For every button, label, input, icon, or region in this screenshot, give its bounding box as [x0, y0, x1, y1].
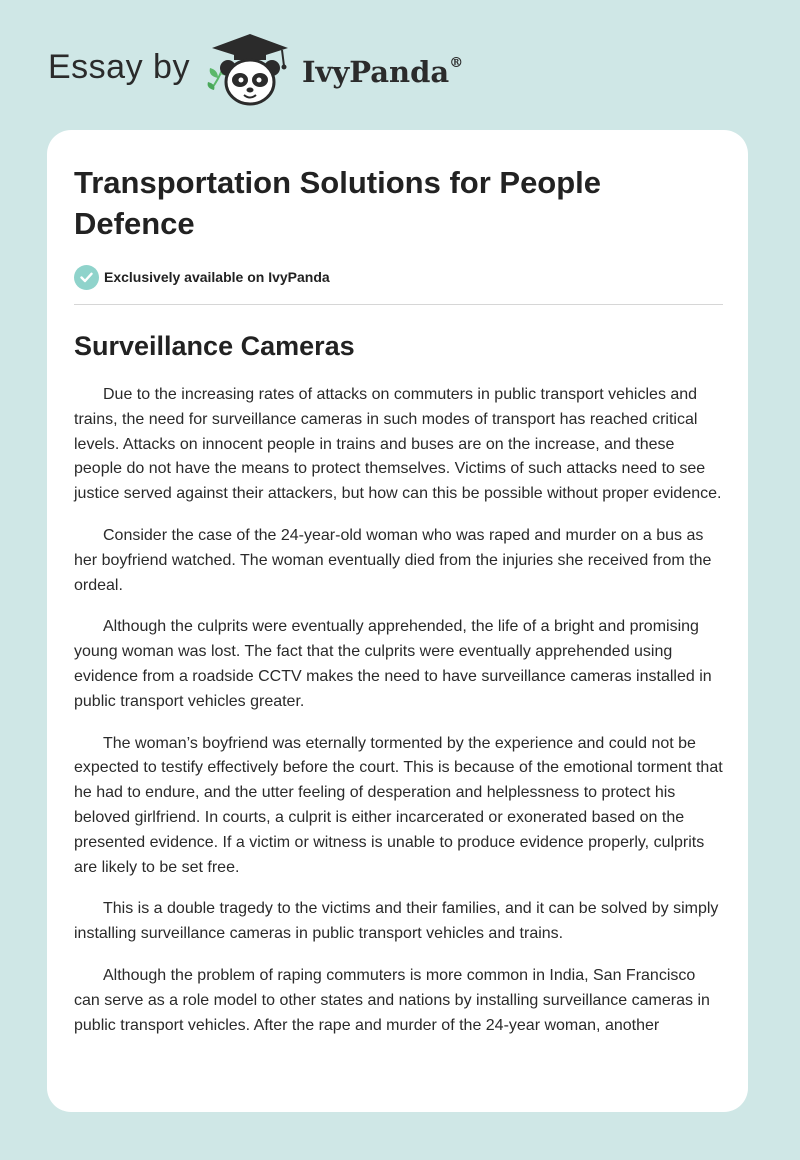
essay-card	[47, 130, 748, 1112]
panda-mascot-icon	[204, 30, 296, 110]
paragraph: Although the problem of raping commuters is more common in India, San Francisco can serve as a role model to other states and nations by installing surveillance cameras in public transport vehicles. After the rape and murder of the 24-year woman, another	[74, 966, 710, 1034]
check-icon	[74, 265, 99, 290]
divider	[74, 304, 723, 305]
section-heading: Surveillance Cameras	[74, 331, 355, 361]
paragraph: Due to the increasing rates of attacks on commuters in public transport vehicles and trains, the need for surveillance cameras in such modes of transport has reached critical levels. Attacks on innocent people in trains and buses are on the increase, and these people do not have the means to protect themselves. Victims of such attacks need to see justice served against their attackers, but how can this be possible without proper evidence.	[74, 386, 722, 503]
exclusive-badge	[74, 264, 723, 290]
brand-name: IvyPanda®	[301, 55, 464, 89]
paragraph: The woman’s boyfriend was eternally tormented by the experience and could not be expected to testify effectively before the court. This is because of the emotional torment that he had to endure, and the utter feeling of desperation and helplessness to protect his beloved girlfriend. In courts, a culprit is either incarcerated or exonerated based on the presented evidence. If a victim or witness is unable to produce evidence properly, culprits are likely to be set free.	[74, 734, 723, 876]
paragraph: Consider the case of the 24-year-old woman who was raped and murder on a bus as her boyfriend watched. The woman eventually died from the injuries she received from the ordeal.	[74, 526, 712, 594]
page-title: Transportation Solutions for People Defence	[74, 165, 602, 241]
exclusive-label: Exclusively available on IvyPanda	[104, 269, 330, 285]
paragraph: This is a double tragedy to the victims and their families, and it can be solved by simply installing surveillance cameras in public transport vehicles and trains.	[74, 900, 719, 943]
site-header	[48, 30, 463, 110]
essay-body	[74, 383, 723, 1038]
essay-by-label: Essay by	[48, 47, 190, 86]
ivypanda-logo[interactable]	[204, 30, 463, 110]
paragraph: Although the culprits were eventually apprehended, the life of a bright and promising young woman was lost. The fact that the culprits were eventually apprehended using evidence from a roadside CCTV makes the need to have surveillance cameras installed in public transport vehicles greater.	[74, 618, 712, 710]
